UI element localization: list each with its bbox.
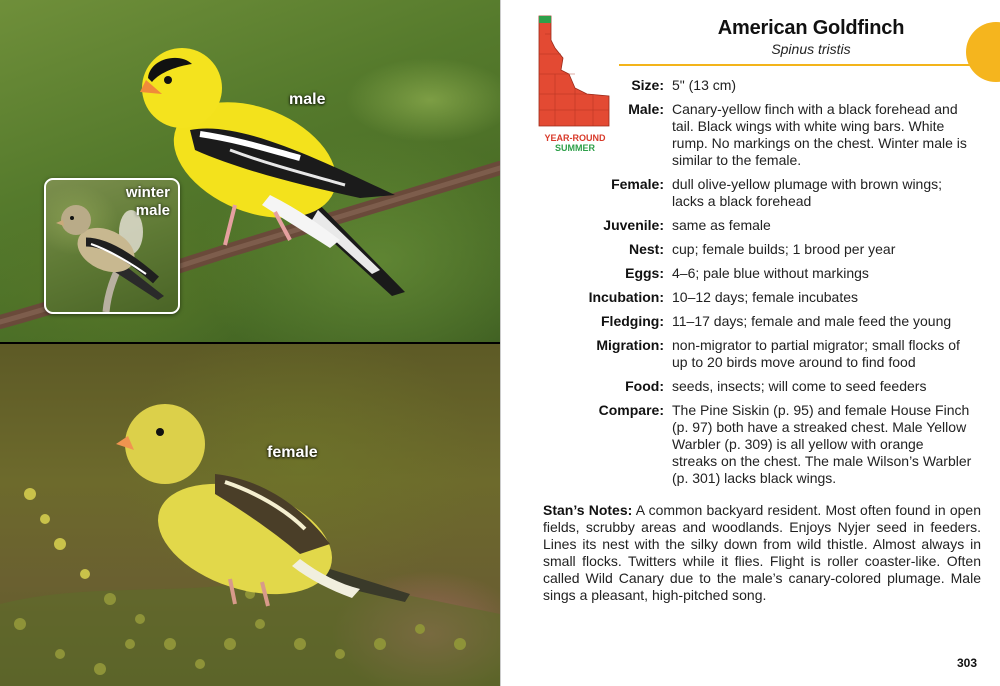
notes-text: A common backyard resident. Most often found in open fields, scrubby areas and woodlands. Enjoys Nyjer seed in feeders. Lines its nest with the silky down from wild thistle. Almost always in small flocks. Twitters while it flies. Flight is roller coaster-like. Often called Wild Canary due to the male’s canary-colored plumage. Male sings a pleasant, high-pitched song.	[543, 502, 981, 603]
species-header	[681, 17, 941, 57]
color-tab-icon	[966, 22, 1000, 82]
fact-value: dull olive-yellow plumage with brown wings; lacks a black forehead	[672, 176, 943, 209]
notes-label: Stan’s Notes:	[543, 502, 633, 518]
fact-label: Fledging:	[601, 313, 664, 329]
fact-female	[501, 176, 991, 210]
title-divider	[619, 64, 997, 66]
fact-male	[501, 101, 991, 169]
page-number: 303	[956, 656, 977, 670]
legend-year-round: YEAR-ROUND	[544, 133, 606, 143]
fact-juvenile	[501, 217, 991, 234]
fact-incubation	[501, 289, 991, 306]
fact-value: same as female	[672, 217, 771, 233]
fact-list	[501, 77, 991, 494]
fact-value: 10–12 days; female incubates	[672, 289, 859, 305]
fact-label: Size:	[631, 77, 664, 93]
fact-size	[501, 77, 991, 94]
fact-compare	[501, 402, 991, 487]
fact-label: Eggs:	[625, 265, 664, 281]
fact-food	[501, 378, 991, 395]
fact-label: Nest:	[628, 241, 664, 257]
female-photo	[0, 344, 500, 686]
female-bird-illustration	[0, 344, 500, 686]
fact-value: Canary-yellow finch with a black forehead and tail. Black wings with white wing bars. White rump. No markings on the chest. Winter male is similar to the female.	[672, 101, 967, 168]
fact-value: cup; female builds; 1 brood per year	[672, 241, 896, 257]
fact-value: 4–6; pale blue without markings	[672, 265, 869, 281]
legend-summer: SUMMER	[555, 143, 595, 153]
stans-notes	[543, 502, 981, 604]
fact-value: non-migrator to partial migrator; small flocks of up to 20 birds move around to find food	[672, 337, 960, 370]
fact-label: Incubation:	[588, 289, 664, 305]
fact-label: Migration:	[596, 337, 664, 353]
fact-value: seeds, insects; will come to seed feeders	[672, 378, 927, 394]
male-photo	[0, 0, 500, 342]
fact-eggs	[501, 265, 991, 282]
male-label: male	[289, 91, 326, 108]
winter-male-label	[126, 184, 170, 220]
inset-label-line-2: male	[135, 202, 170, 219]
fact-fledging	[501, 313, 991, 330]
common-name: American Goldfinch	[717, 17, 905, 39]
fact-label: Juvenile:	[603, 217, 664, 233]
fact-value: 11–17 days; female and male feed the young	[672, 313, 952, 329]
female-label: female	[267, 444, 318, 461]
fact-label: Female:	[611, 176, 664, 192]
winter-male-inset	[44, 178, 180, 314]
scientific-name: Spinus tristis	[771, 41, 851, 57]
fact-label: Male:	[628, 101, 664, 117]
fact-migration	[501, 337, 991, 371]
fact-label: Compare:	[598, 402, 664, 418]
fact-value: The Pine Siskin (p. 95) and female House Finch (p. 97) both have a streaked chest. Male Yellow Warbler (p. 309) is all yellow with orange streaks on the chest. The male Wilson’s Warbler (p. 301) lacks black wings.	[672, 402, 972, 486]
fact-nest	[501, 241, 991, 258]
species-text-panel	[500, 0, 1000, 686]
fact-label: Food:	[625, 378, 664, 394]
inset-label-line-1: winter	[125, 184, 170, 201]
fact-value: 5" (13 cm)	[672, 77, 737, 93]
